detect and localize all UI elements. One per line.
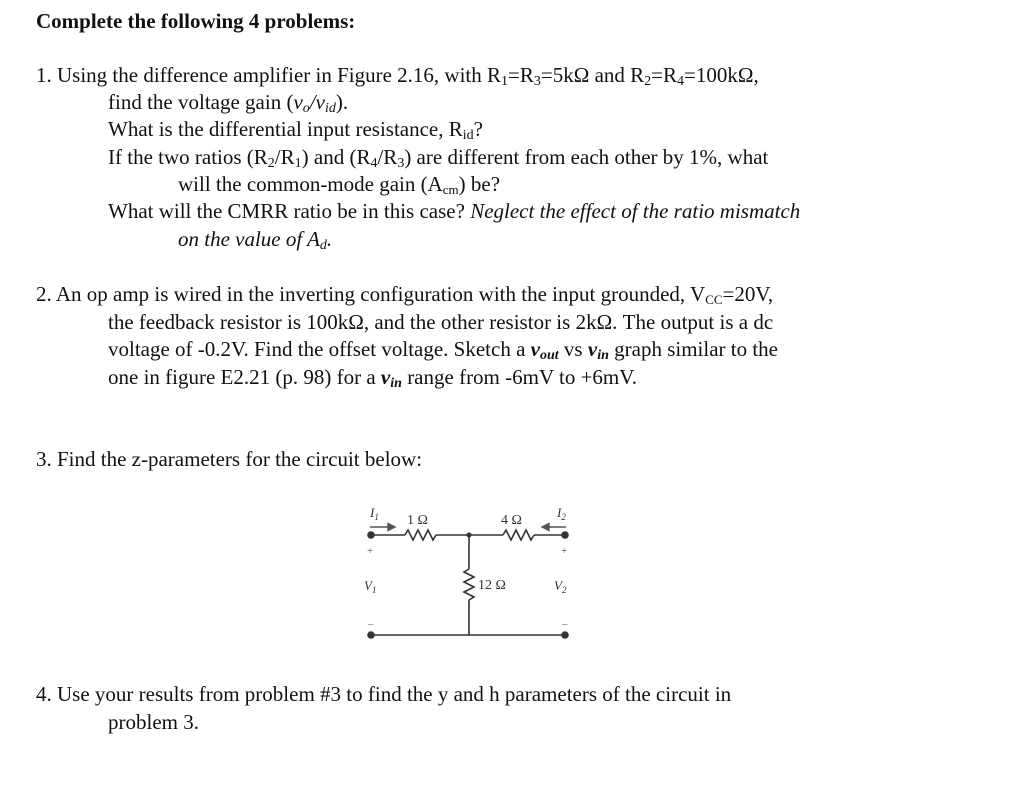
problem-4-line-2: problem 3. bbox=[108, 710, 199, 734]
port-2-bottom-terminal bbox=[561, 631, 569, 639]
junction-node bbox=[467, 533, 472, 538]
problem-1-line-2: find the voltage gain $(v_o/v_{id})$. bbox=[108, 90, 349, 116]
problem-number: 2. bbox=[36, 282, 52, 306]
problem-number: 4. bbox=[36, 682, 52, 706]
port-2-plus-sign: + bbox=[561, 545, 568, 557]
voltage-v1-label: $V_1$ bbox=[364, 578, 377, 595]
current-i1-arrow-head bbox=[388, 524, 395, 531]
resistor-1-ohm bbox=[405, 530, 436, 540]
resistor-1-ohm-label: 1 Ω bbox=[407, 513, 428, 528]
port-1-bottom-terminal bbox=[367, 631, 375, 639]
page-heading: Complete the following 4 problems: bbox=[36, 9, 356, 33]
resistor-4-ohm bbox=[503, 530, 534, 540]
problem-2-line-2: the feedback resistor is 100kΩ, and the other resistor is 2kΩ. The output is a dc bbox=[108, 310, 774, 334]
port-1-minus-sign: – bbox=[368, 618, 374, 630]
port-2-minus-sign: – bbox=[562, 618, 568, 630]
problem-2-line-4: one in figure E2.21 (p. 98) for a $v_{in}$ range from -6mV to +6mV. bbox=[108, 365, 637, 391]
current-i2-arrow-head bbox=[542, 524, 549, 531]
problem-1-line-1: 1. Using the difference amplifier in Figure 2.16, with $R_1=R_3=5k\Omega$ and $R_2=R_4=100k\Omega$, bbox=[36, 63, 759, 89]
problem-3-line-1: 3. Find the z-parameters for the circuit below: bbox=[36, 447, 423, 471]
problem-4-line-1: 4. Use your results from problem #3 to find the y and h parameters of the circuit in bbox=[36, 682, 732, 706]
problem-1-line-3: What is the differential input resistance, $R_{id}$? bbox=[108, 117, 483, 143]
two-port-circuit-diagram bbox=[355, 497, 580, 642]
problem-1-line-5: will the common-mode gain (Acm) be? bbox=[178, 172, 501, 197]
problem-1-line-7: on the value of $A_d$. bbox=[178, 227, 333, 253]
problem-1-line-4: If the two ratios $(R_2/R_1)$ and $(R_4/R_3)$ are different from each other by 1%, what bbox=[108, 145, 769, 171]
problem-number: 3. bbox=[36, 447, 52, 471]
resistor-4-ohm-label: 4 Ω bbox=[501, 513, 522, 528]
current-i1-label: $I_1$ bbox=[370, 505, 379, 522]
problem-1-line-6: What will the CMRR ratio be in this case? Neglect the effect of the ratio mismatch bbox=[108, 199, 801, 223]
problem-number: 1. bbox=[36, 63, 52, 87]
voltage-v2-label: $V_2$ bbox=[554, 578, 567, 595]
problem-2-line-3: voltage of -0.2V. Find the offset voltage. Sketch a $v_{out}$ vs $v_{in}$ graph similar to the bbox=[108, 337, 779, 363]
port-1-plus-sign: + bbox=[367, 545, 374, 557]
resistor-12-ohm bbox=[464, 569, 474, 600]
port-2-top-terminal bbox=[561, 531, 569, 539]
port-1-top-terminal bbox=[367, 531, 375, 539]
problem-2-line-1: 2. An op amp is wired in the inverting configuration with the input grounded, VCC=20V, bbox=[36, 282, 774, 307]
current-i2-label: $I_2$ bbox=[557, 505, 566, 522]
resistor-12-ohm-label: 12 Ω bbox=[478, 578, 506, 593]
